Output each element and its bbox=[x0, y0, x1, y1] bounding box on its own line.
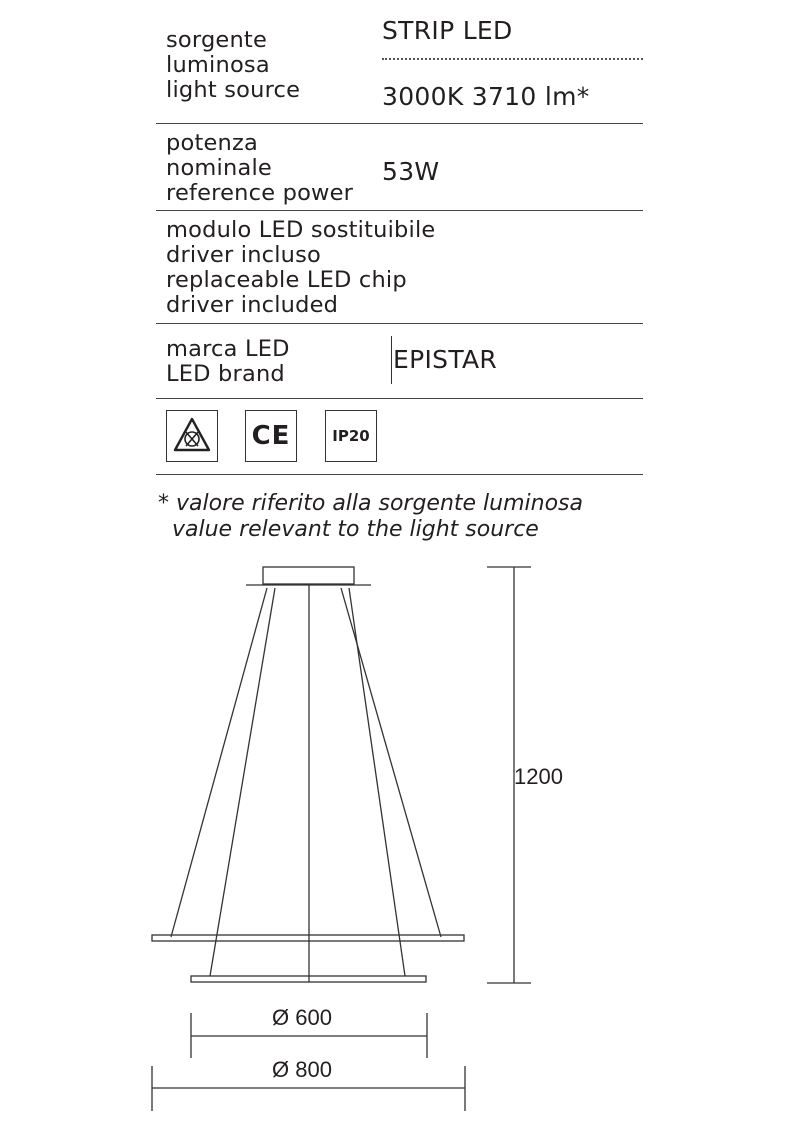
power-label-it-2: nominale bbox=[166, 155, 272, 181]
module-label-en-2: driver included bbox=[166, 292, 339, 318]
footnote-en: value relevant to the light source bbox=[172, 517, 539, 542]
module-label-en-1: replaceable LED chip bbox=[166, 267, 407, 293]
outer-cable-left bbox=[171, 588, 267, 937]
ip20-text: IP20 bbox=[332, 427, 370, 445]
footnote-it: * valore riferito alla sorgente luminosa bbox=[158, 491, 584, 516]
inner-cable-left bbox=[210, 588, 275, 976]
brand-label-en: LED brand bbox=[166, 361, 285, 387]
brand-value: EPISTAR bbox=[393, 345, 498, 374]
outer-ring bbox=[152, 935, 464, 941]
light-source-label-it-2: luminosa bbox=[166, 52, 270, 78]
small-diameter-label: Ø 600 bbox=[272, 1005, 332, 1030]
large-diameter-label: Ø 800 bbox=[272, 1057, 332, 1082]
power-label-it-1: potenza bbox=[166, 130, 258, 156]
ce-mark-text: CE bbox=[251, 421, 291, 451]
light-source-label-it-1: sorgente bbox=[166, 27, 267, 53]
power-label-en: reference power bbox=[166, 180, 354, 206]
light-source-label-en: light source bbox=[166, 77, 301, 103]
module-label-it-1: modulo LED sostituibile bbox=[166, 217, 436, 243]
module-label-it-2: driver incluso bbox=[166, 242, 322, 268]
power-value: 53W bbox=[382, 157, 440, 186]
brand-label-it: marca LED bbox=[166, 336, 290, 362]
light-source-value-spec: 3000K 3710 lm* bbox=[382, 82, 590, 111]
light-source-value-type: STRIP LED bbox=[382, 16, 513, 45]
canopy bbox=[263, 567, 354, 584]
height-dimension-label: 1200 bbox=[514, 764, 563, 789]
